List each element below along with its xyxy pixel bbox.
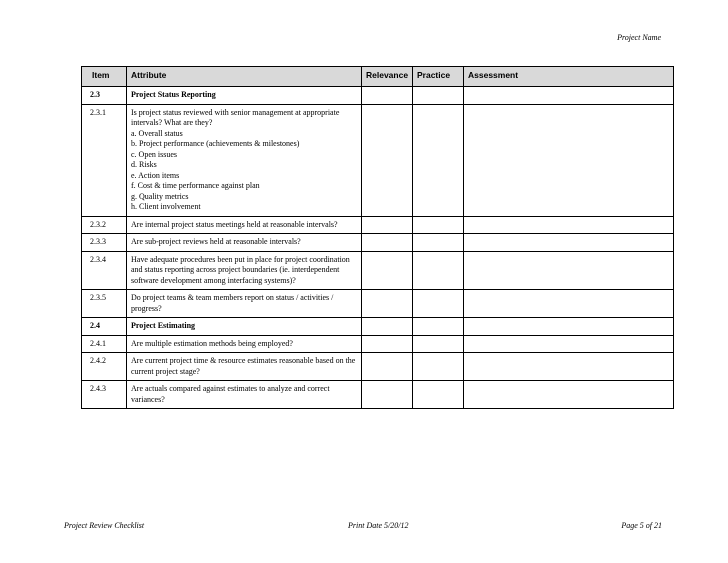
relevance-cell	[362, 216, 413, 234]
table-header-row	[82, 67, 674, 87]
practice-cell	[413, 335, 464, 353]
column-header-assessment: Assessment	[464, 67, 674, 87]
column-header-attribute: Attribute	[127, 67, 362, 87]
attribute-text: Are internal project status meetings held at reasonable intervals?	[127, 216, 362, 234]
table-row	[82, 353, 674, 381]
relevance-cell	[362, 381, 413, 409]
item-number: 2.4.2	[82, 353, 127, 381]
list-item: g. Quality metrics	[131, 191, 189, 201]
table-row	[82, 381, 674, 409]
assessment-cell	[464, 87, 674, 105]
relevance-cell	[362, 353, 413, 381]
item-number: 2.4	[82, 318, 127, 336]
attribute-text: Are multiple estimation methods being employed?	[127, 335, 362, 353]
attribute-text: Are sub-project reviews held at reasonable intervals?	[127, 234, 362, 252]
attribute-text: Project Status Reporting	[127, 87, 362, 105]
table-row	[82, 234, 674, 252]
attribute-text: Have adequate procedures been put in place for project coordination and status reporting across project boundaries (ie. interdependent software development among interfacing systems)?	[127, 251, 362, 290]
project-name-header: Project Name	[617, 33, 661, 42]
assessment-cell	[464, 318, 674, 336]
list-item: h. Client involvement	[131, 202, 201, 211]
table-row	[82, 87, 674, 105]
list-item: b. Project performance (achievements & milestones)	[131, 139, 300, 148]
practice-cell	[413, 216, 464, 234]
column-header-practice: Practice	[413, 67, 464, 87]
column-header-item: Item	[82, 67, 127, 87]
practice-cell	[413, 104, 464, 216]
attribute-text: Are actuals compared against estimates to analyze and correct variances?	[127, 381, 362, 409]
assessment-cell	[464, 381, 674, 409]
table-row	[82, 104, 674, 216]
list-item: e. Action items	[131, 170, 180, 180]
attribute-cell	[127, 104, 362, 216]
relevance-cell	[362, 318, 413, 336]
item-number: 2.3.5	[82, 290, 127, 318]
relevance-cell	[362, 290, 413, 318]
practice-cell	[413, 251, 464, 290]
practice-cell	[413, 290, 464, 318]
table-row	[82, 290, 674, 318]
assessment-cell	[464, 251, 674, 290]
practice-cell	[413, 234, 464, 252]
item-number: 2.3.4	[82, 251, 127, 290]
assessment-cell	[464, 290, 674, 318]
practice-cell	[413, 87, 464, 105]
assessment-cell	[464, 104, 674, 216]
practice-cell	[413, 353, 464, 381]
attribute-text: Project Estimating	[127, 318, 362, 336]
item-number: 2.4.1	[82, 335, 127, 353]
table-row	[82, 251, 674, 290]
list-item: a. Overall status	[131, 128, 183, 138]
practice-cell	[413, 381, 464, 409]
relevance-cell	[362, 335, 413, 353]
practice-cell	[413, 318, 464, 336]
assessment-cell	[464, 335, 674, 353]
footer-print-date: Print Date 5/20/12	[348, 521, 409, 530]
assessment-cell	[464, 353, 674, 381]
item-number: 2.3.1	[82, 104, 127, 216]
item-number: 2.4.3	[82, 381, 127, 409]
table-row	[82, 335, 674, 353]
item-number: 2.3.3	[82, 234, 127, 252]
attribute-text: Do project teams & team members report on status / activities / progress?	[127, 290, 362, 318]
relevance-cell	[362, 104, 413, 216]
sub-item-list	[131, 129, 357, 213]
list-item: d. Risks	[131, 160, 157, 169]
list-item: c. Open issues	[131, 149, 177, 159]
attribute-text: Is project status reviewed with senior management at appropriate intervals? What are they?	[131, 107, 340, 127]
assessment-cell	[464, 216, 674, 234]
table-row	[82, 318, 674, 336]
relevance-cell	[362, 251, 413, 290]
item-number: 2.3.2	[82, 216, 127, 234]
footer-document-title: Project Review Checklist	[64, 521, 145, 530]
footer-page-number: Page 5 of 21	[621, 521, 662, 530]
column-header-relevance: Relevance	[362, 67, 413, 87]
attribute-text: Are current project time & resource estimates reasonable based on the current project stage?	[127, 353, 362, 381]
item-number: 2.3	[82, 87, 127, 105]
relevance-cell	[362, 87, 413, 105]
assessment-cell	[464, 234, 674, 252]
table-row	[82, 216, 674, 234]
list-item: f. Cost & time performance against plan	[131, 181, 260, 190]
review-checklist-table	[81, 66, 674, 409]
relevance-cell	[362, 234, 413, 252]
